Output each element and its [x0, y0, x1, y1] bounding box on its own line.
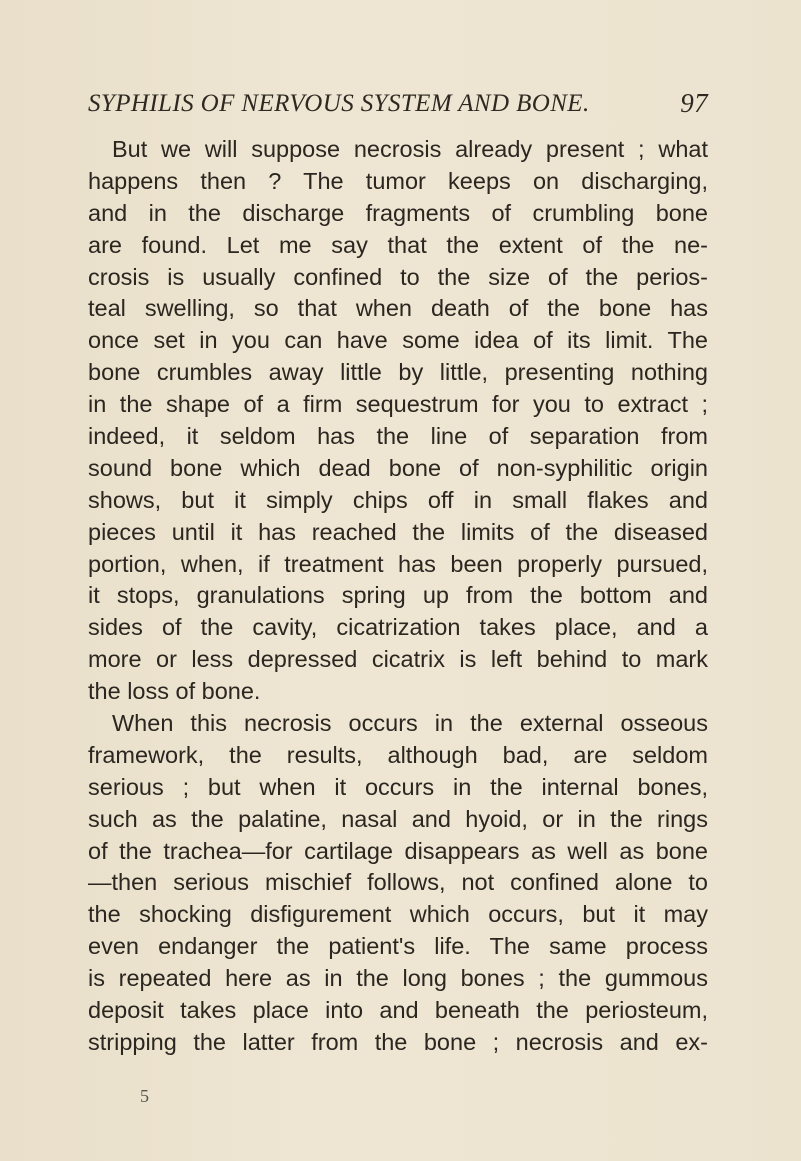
- text-line: pieces until it has reached the limits of the diseased: [88, 518, 708, 545]
- text-line: bone crumbles away little by little, presenting nothing: [88, 359, 708, 386]
- text-line: serious ; but when it occurs in the internal bones,: [88, 773, 708, 800]
- text-line: the shocking disfigurement which occurs, but it may: [88, 901, 708, 928]
- text-line: such as the palatine, nasal and hyoid, or in the rings: [88, 805, 708, 832]
- body-text: [88, 134, 708, 1059]
- text-line: more or less depressed cicatrix is left behind to mark: [88, 646, 708, 673]
- text-line: portion, when, if treatment has been properly pursued,: [88, 550, 708, 577]
- text-line: But we will suppose necrosis already present ; what: [112, 136, 708, 162]
- text-line: sides of the cavity, cicatrization takes place, and a: [88, 614, 708, 641]
- text-line: the loss of bone.: [88, 678, 261, 705]
- text-line: and in the discharge fragments of crumbling bone: [88, 199, 708, 226]
- text-line: even endanger the patient's life. The same process: [88, 933, 708, 960]
- page-number: 97: [680, 88, 708, 118]
- text-line: shows, but it simply chips off in small flakes and: [88, 486, 708, 513]
- text-line: framework, the results, although bad, are seldom: [88, 741, 708, 768]
- running-title: SYPHILIS OF NERVOUS SYSTEM AND BONE.: [88, 90, 590, 117]
- text-line: deposit takes place into and beneath the periosteum,: [88, 997, 708, 1024]
- paragraph-2: [88, 708, 708, 1059]
- text-line: in the shape of a firm sequestrum for you to extract ;: [88, 391, 708, 418]
- text-line: is repeated here as in the long bones ; the gummous: [88, 965, 708, 992]
- running-header: [88, 90, 708, 126]
- text-line: are found. Let me say that the extent of the ne-: [88, 231, 708, 258]
- paragraph-1: [88, 134, 708, 708]
- text-line: of the trachea—for cartilage disappears as well as bone: [88, 837, 708, 864]
- text-line: once set in you can have some idea of its limit. The: [88, 327, 708, 354]
- signature-mark: 5: [140, 1086, 169, 1106]
- text-line: stripping the latter from the bone ; necrosis and ex-: [88, 1028, 708, 1055]
- text-line: crosis is usually confined to the size of the perios-: [88, 263, 708, 290]
- text-line: it stops, granulations spring up from the bottom and: [88, 582, 708, 609]
- text-line: indeed, it seldom has the line of separation from: [88, 423, 708, 450]
- text-line: —then serious mischief follows, not confined alone to: [88, 869, 708, 896]
- text-line: happens then ? The tumor keeps on discharging,: [88, 167, 708, 194]
- text-line: sound bone which dead bone of non-syphilitic origin: [88, 454, 708, 481]
- text-line: teal swelling, so that when death of the bone has: [88, 295, 708, 322]
- text-line: When this necrosis occurs in the external osseous: [112, 710, 708, 737]
